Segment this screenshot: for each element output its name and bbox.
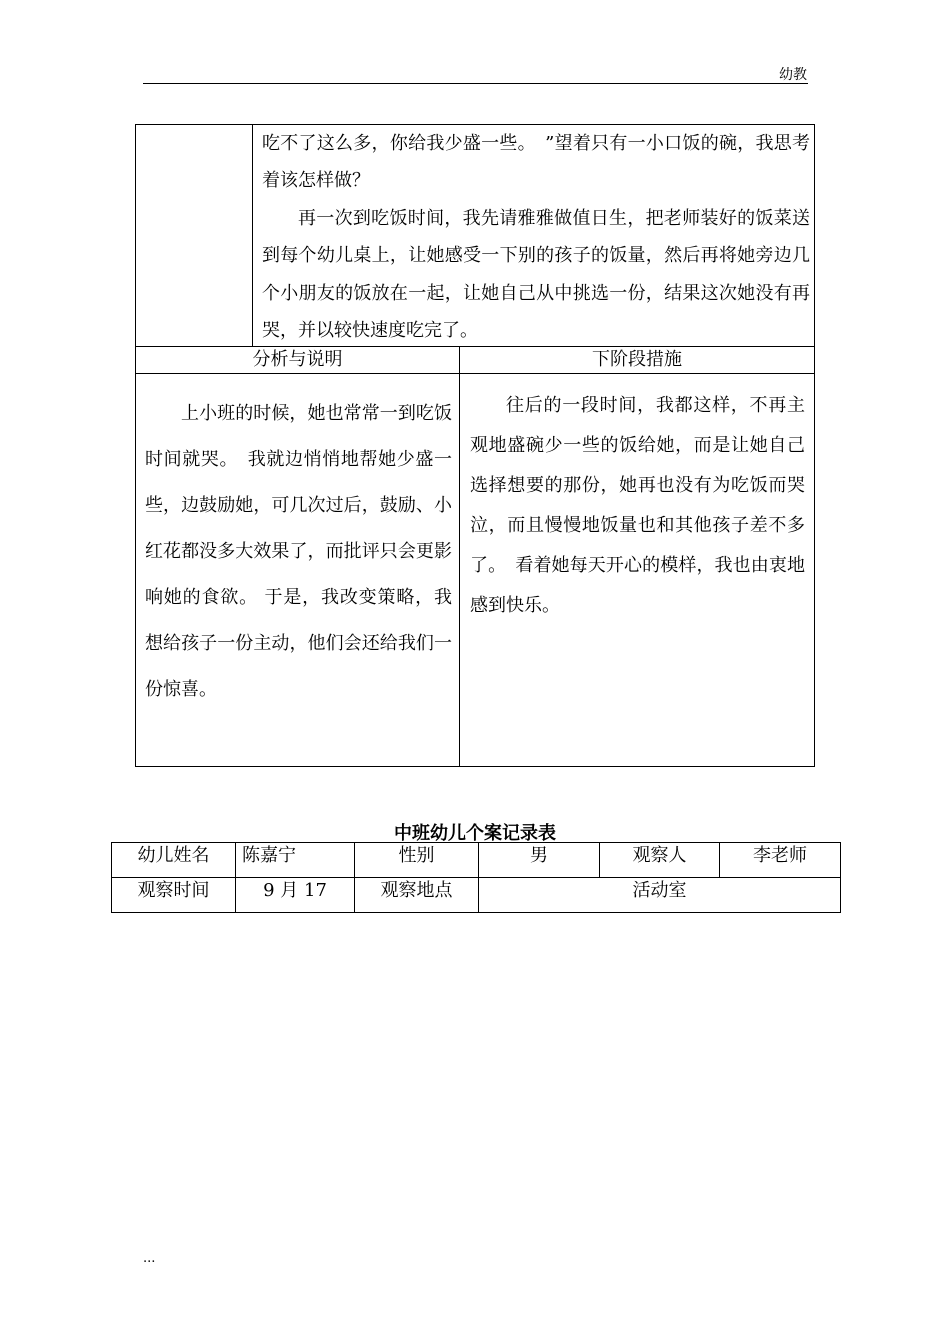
record-table	[111, 842, 841, 913]
child-name-value: 陈嘉宁	[236, 843, 355, 878]
child-name-label: 幼儿姓名	[112, 843, 236, 878]
record-table-title: 中班幼儿个案记录表	[394, 823, 556, 844]
analysis-text: 上小班的时候，她也常常一到吃饭时间就哭。 我就边悄悄地帮她少盛一些，边鼓励她，可几次过后，鼓励、小红花都没多大效果了，而批评只会更影响她的食欲。 于是，我改变策略，我想给孩子一份主动，他们会还给我们一份惊喜。	[145, 403, 452, 700]
header-label: 幼教	[779, 67, 807, 83]
next-steps-cell	[470, 386, 805, 626]
table-row	[112, 843, 841, 878]
footer-ellipsis: ...	[143, 1251, 156, 1266]
column-divider	[459, 346, 460, 766]
analysis-cell	[145, 391, 452, 713]
narrative-paragraph-2: 再一次到吃饭时间，我先请雅雅做值日生，把老师装好的饭菜送到每个幼儿桌上，让她感受一下别的孩子的饭量，然后再将她旁边几个小朋友的饭放在一起，让她自己从中挑选一份，结果这次她没有再哭，并以较快速度吃完了。	[262, 207, 810, 342]
observation-table	[135, 124, 815, 767]
time-label: 观察时间	[112, 878, 236, 913]
gender-value: 男	[479, 843, 600, 878]
narrative-line-1: 吃不了这么多，你给我少盛一些。 ”望着只有一小口饭的碗，我思考着该怎样做？	[262, 133, 810, 192]
empty-label-cell	[136, 125, 253, 346]
table-header-row	[136, 346, 814, 374]
place-value: 活动室	[479, 878, 841, 913]
observer-label: 观察人	[600, 843, 720, 878]
analysis-header: 分析与说明	[252, 349, 343, 370]
next-steps-header: 下阶段措施	[592, 349, 682, 370]
place-label: 观察地点	[355, 878, 479, 913]
next-steps-text: 往后的一段时间，我都这样，不再主观地盛碗少一些的饭给她，而是让她自己选择想要的那份，她再也没有为吃饭而哭泣，而且慢慢地饭量也和其他孩子差不多了。 看着她每天开心的模样，我也由衷地感到快乐。	[470, 395, 805, 616]
table-row	[112, 878, 841, 913]
time-value: 9 月 17	[236, 878, 355, 913]
observer-value: 李老师	[720, 843, 841, 878]
narrative-cell	[262, 125, 810, 349]
gender-label: 性别	[355, 843, 479, 878]
header-rule	[143, 83, 808, 84]
